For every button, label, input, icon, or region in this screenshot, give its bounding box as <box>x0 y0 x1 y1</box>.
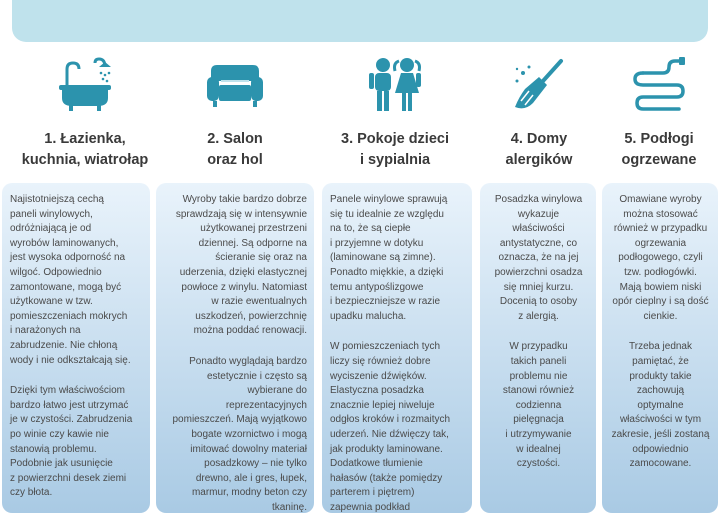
description-paragraph: W pomieszczeniach tych liczy się również dobre wyciszenie dźwięków. Elastyczna posadzka znacznie lepiej niweluje odgłos kroków i rozmaitych uderzeń. Nie dźwięczy tak, jak produkty laminowane. Dodatkowe tłumienie hałasów (także pomiędzy parterem i piętrem) zapewnia podkład <box>330 341 451 513</box>
column-bathroom <box>10 55 160 171</box>
column-living-room <box>160 55 310 171</box>
bathtub-icon <box>55 55 115 115</box>
heating-pipe-icon <box>629 55 689 115</box>
description-paragraph: Posadzka winylowa wykazuje właściwości antystatyczne, co oznacza, że na jej powierzchni osadza się mniej kurzu. Docenią to osoby z alergią. <box>494 194 583 322</box>
armchair-icon <box>205 55 265 115</box>
column-allergy <box>480 55 598 171</box>
description-paragraph: Wyroby takie bardzo dobrze sprawdzają się w intensywnie użytkowanej przestrzeni dziennej. Są odporne na ścieranie się oraz na uderzenia, dzięki elastycznej powłoce z winylu. Natomiast w razie ewentualnych uszkodzeń, powierzchnię można poddać renowacji. <box>175 194 307 337</box>
title-banner <box>12 0 708 42</box>
description-paragraph: Omawiane wyroby można stosować również w przypadku ogrzewania podłogowego, czyli tzw. podłogówki. Mają bowiem niski opór cieplny i są dość cienkie. <box>612 194 709 322</box>
children-icon <box>365 55 425 115</box>
description-paragraph: Ponadto wyglądają bardzo estetycznie i często są wybierane do reprezentacyjnych pomieszczeń. Mają wyjątkowo bogate wzornictwo i mogą imitować dowolny materiał posadzkowy – nie tylko drewno, ale i gres, łupek, marmur, modny beton czy tkaninę. <box>172 355 307 513</box>
column-heading: 2. Salon oraz hol <box>207 131 263 168</box>
description-box-kids-room <box>322 183 472 513</box>
column-heated-floors <box>600 55 718 171</box>
description-box-allergy <box>480 183 596 513</box>
description-box-living-room <box>156 183 314 513</box>
description-paragraph: Najistotniejszą cechą paneli winylowych, odróżniającą je od wyrobów laminowanych, jest wysoka odporność na wilgoć. Odpowiednio zamontowane, mogą być użytkowane w tzw. pomieszczeniach mokrych i narażonych na zabrudzenie. Nie chłoną wody i nie odkształcają się. <box>10 194 131 366</box>
column-heading: 1. Łazienka, kuchnia, wiatrołap <box>21 131 149 168</box>
column-kids-room <box>320 55 470 171</box>
description-paragraph: Dzięki tym właściwościom bardzo łatwo jest utrzymać je w czystości. Zabrudzenia po winie czy kawie nie stanowią problemu. Podobnie jak usunięcie z powierzchni desek ziemi czy błota. <box>10 385 133 499</box>
description-paragraph: Panele winylowe sprawują się tu idealnie ze względu na to, że są ciepłe i przyjemne w dotyku (laminowane są zimne). Ponadto miękkie, a dzięki temu antypoślizgowe i bezpieczniejsze w razie upadku malucha. <box>330 194 448 322</box>
column-heading: 3. Pokoje dzieci i sypialnia <box>341 131 449 168</box>
description-paragraph: Trzeba jednak pamiętać, że produkty takie zachowują optymalne właściwości w tym zakresie, jeśli zostaną odpowiednio zamocowane. <box>611 341 710 470</box>
column-heading: 5. Podłogi ogrzewane <box>621 131 697 168</box>
description-box-bathroom <box>2 183 150 513</box>
description-box-heated-floors <box>602 183 718 513</box>
column-heading: 4. Domy alergików <box>505 131 573 168</box>
broom-icon <box>509 55 569 115</box>
description-paragraph: W przypadku takich paneli problemu nie stanowi również codzienna pielęgnacja i utrzymywanie w idealnej czystości. <box>502 341 575 470</box>
